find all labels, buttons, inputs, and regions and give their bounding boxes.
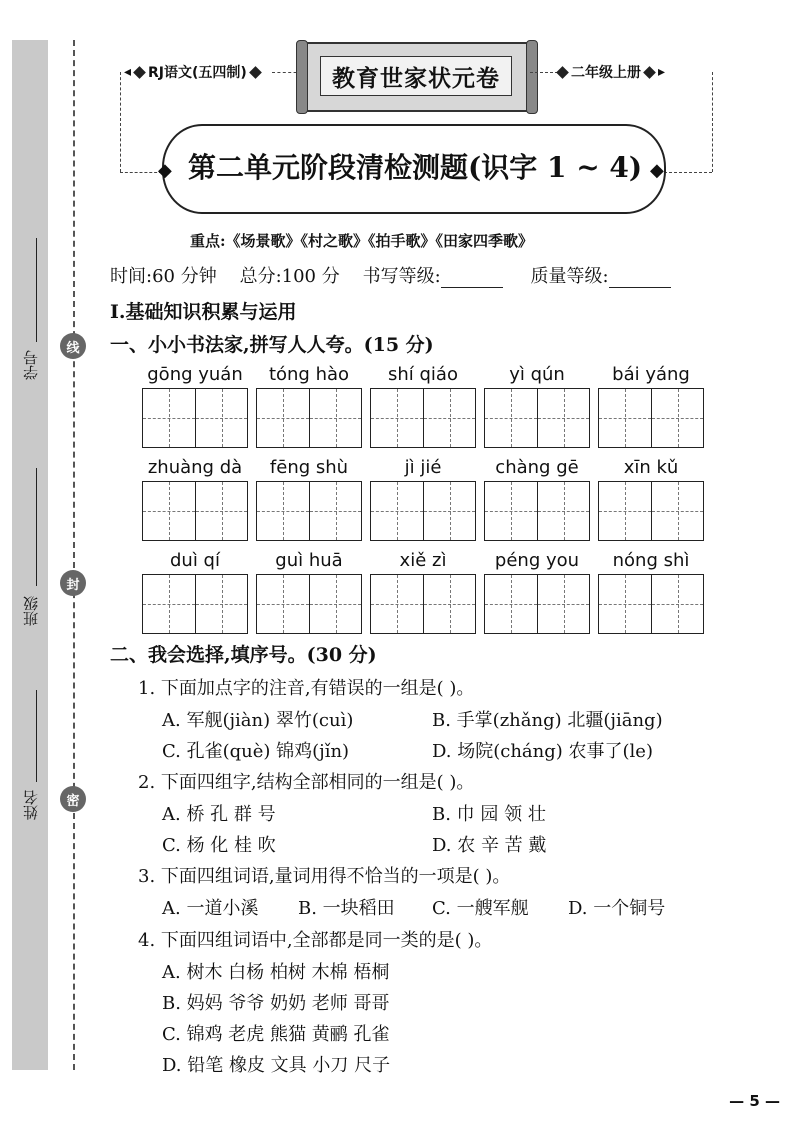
q4-option-a[interactable]: A. 树木 白杨 柏树 木棉 梧桐 — [162, 962, 390, 983]
tianzige-grid — [370, 388, 476, 448]
section-2-heading: 二、我会选择,填序号。(30 分) — [110, 644, 377, 666]
seal-mark-mi: 密 — [60, 786, 86, 812]
grade-tag — [558, 62, 665, 82]
name-label: 姓名 — [22, 790, 40, 820]
writing-box[interactable] — [143, 575, 195, 633]
word-cell — [256, 548, 362, 634]
tianzige-grid — [370, 481, 476, 541]
word-cell — [484, 362, 590, 448]
writing-box[interactable] — [423, 389, 475, 447]
diamond-icon — [643, 66, 656, 79]
writing-box[interactable] — [651, 482, 703, 540]
pinyin-text: fēng shù — [269, 457, 349, 478]
q1-option-b[interactable]: B. 手掌(zhǎng) 北疆(jiāng) — [432, 710, 663, 731]
writing-box[interactable] — [257, 482, 309, 540]
diamond-left-icon: ◆ — [158, 160, 172, 181]
arrow-left-icon: ◂ — [124, 64, 132, 80]
writing-box[interactable] — [257, 389, 309, 447]
binding-margin — [12, 40, 48, 1070]
student-id-label: 学号 — [22, 350, 40, 380]
writing-box[interactable] — [309, 575, 361, 633]
writing-box[interactable] — [371, 575, 423, 633]
writing-box[interactable] — [651, 575, 703, 633]
q2-option-d[interactable]: D. 农 辛 苦 戴 — [432, 835, 547, 856]
pinyin-text: shí qiáo — [388, 364, 458, 385]
writing-box[interactable] — [195, 389, 247, 447]
writing-box[interactable] — [371, 482, 423, 540]
pinyin-text: zhuàng dà — [147, 457, 243, 478]
writing-box[interactable] — [599, 482, 651, 540]
section-1-heading: 一、小小书法家,拼写人人夸。(15 分) — [110, 334, 434, 356]
tianzige-grid — [598, 481, 704, 541]
q3-option-d[interactable]: D. 一个铜号 — [568, 898, 666, 919]
pinyin-text: xiě zì — [399, 550, 447, 571]
pinyin-text: nóng shì — [612, 550, 690, 571]
q1-option-a[interactable]: A. 军舰(jiàn) 翠竹(cuì) — [162, 710, 354, 731]
tianzige-grid — [142, 574, 248, 634]
word-cell — [142, 362, 248, 448]
writing-box[interactable] — [537, 575, 589, 633]
pinyin-text: tóng hào — [268, 364, 350, 385]
writing-box[interactable] — [143, 482, 195, 540]
q1-option-c[interactable]: C. 孔雀(què) 锦鸡(jǐn) — [162, 741, 350, 762]
pinyin-text: jì jié — [404, 457, 442, 478]
connector-line — [530, 72, 558, 73]
tianzige-grid — [598, 574, 704, 634]
writing-box[interactable] — [651, 389, 703, 447]
writing-box[interactable] — [537, 389, 589, 447]
class-label: 班级 — [22, 596, 40, 626]
word-cell — [484, 548, 590, 634]
tianzige-grid — [484, 574, 590, 634]
pinyin-text: péng you — [494, 550, 580, 571]
tianzige-grid — [598, 388, 704, 448]
question-2: 2. 下面四组字,结构全部相同的一组是( )。 — [138, 772, 475, 793]
diamond-icon — [556, 66, 569, 79]
word-cell — [256, 362, 362, 448]
diamond-right-icon: ◆ — [650, 160, 664, 181]
q3-option-c[interactable]: C. 一艘军舰 — [432, 898, 529, 919]
subject-tag-text: RJ语文(五四制) — [148, 65, 247, 81]
tianzige-grid — [484, 388, 590, 448]
pinyin-text: duì qí — [170, 550, 220, 571]
page-number: — 5 — — [729, 1092, 780, 1110]
word-cell — [370, 362, 476, 448]
writing-box[interactable] — [195, 482, 247, 540]
pinyin-text: xīn kǔ — [623, 457, 679, 478]
pinyin-text: gōng yuán — [147, 364, 243, 385]
page-title: 第二单元阶段清检测题(识字 1 ~ 4) — [188, 151, 643, 184]
grade-tag-text: 二年级上册 — [571, 65, 641, 81]
quality-grade-blank[interactable] — [609, 269, 671, 288]
scroll-roll-right — [526, 40, 538, 114]
word-cell — [598, 455, 704, 541]
tianzige-grid — [256, 574, 362, 634]
writing-box[interactable] — [423, 482, 475, 540]
part-heading: Ⅰ.基础知识积累与运用 — [110, 301, 297, 323]
brand-scroll — [302, 42, 532, 112]
tianzige-grid — [484, 481, 590, 541]
writing-box[interactable] — [599, 389, 651, 447]
class-line — [36, 468, 37, 586]
pinyin-text: bái yáng — [612, 364, 690, 385]
tianzige-grid — [142, 481, 248, 541]
q1-option-d[interactable]: D. 场院(cháng) 农事了(le) — [432, 741, 653, 762]
diamond-icon — [249, 66, 262, 79]
brand-title: 教育世家状元卷 — [320, 56, 512, 96]
word-cell — [256, 455, 362, 541]
focus-line: 重点:《场景歌》《村之歌》《拍手歌》《田家四季歌》 — [190, 232, 534, 250]
writing-box[interactable] — [143, 389, 195, 447]
word-cell — [598, 548, 704, 634]
q3-option-b[interactable]: B. 一块稻田 — [298, 898, 395, 919]
writing-box[interactable] — [599, 575, 651, 633]
scroll-roll-left — [296, 40, 308, 114]
student-id-line — [36, 238, 37, 342]
seal-mark-xian: 线 — [60, 333, 86, 359]
name-line — [36, 690, 37, 782]
pinyin-text: guì huā — [275, 550, 343, 571]
tianzige-grid — [142, 388, 248, 448]
q4-option-c[interactable]: C. 锦鸡 老虎 熊猫 黄鹂 孔雀 — [162, 1024, 390, 1045]
tianzige-grid — [256, 481, 362, 541]
pinyin-text: chàng gē — [495, 457, 579, 478]
q4-option-d[interactable]: D. 铅笔 橡皮 文具 小刀 尺子 — [162, 1055, 391, 1076]
word-cell — [484, 455, 590, 541]
tianzige-grid — [256, 388, 362, 448]
word-cell — [142, 548, 248, 634]
bracket-left-foot — [120, 172, 162, 173]
word-cell — [142, 455, 248, 541]
writing-box[interactable] — [257, 575, 309, 633]
writing-box[interactable] — [309, 389, 361, 447]
writing-box[interactable] — [423, 575, 475, 633]
arrow-right-icon: ▸ — [658, 64, 666, 80]
word-cell — [370, 455, 476, 541]
cut-line — [73, 40, 75, 1070]
writing-box[interactable] — [371, 389, 423, 447]
time-text: 时间:60 分钟 — [110, 266, 217, 287]
writing-box[interactable] — [485, 482, 537, 540]
exam-info — [110, 262, 693, 288]
bracket-right — [712, 72, 713, 172]
subject-tag — [124, 62, 260, 82]
pinyin-text: yì qún — [509, 364, 565, 385]
question-1: 1. 下面加点字的注音,有错误的一组是( )。 — [138, 678, 475, 699]
seal-mark-feng: 封 — [60, 570, 86, 596]
q3-option-a[interactable]: A. 一道小溪 — [162, 898, 259, 919]
bracket-left — [120, 72, 121, 172]
question-3: 3. 下面四组词语,量词用得不恰当的一项是( )。 — [138, 866, 511, 887]
writing-grade-label: 书写等级: — [362, 266, 441, 287]
bracket-right-foot — [664, 172, 712, 173]
word-cell — [598, 362, 704, 448]
q4-option-b[interactable]: B. 妈妈 爷爷 奶奶 老师 哥哥 — [162, 993, 390, 1014]
writing-box[interactable] — [485, 389, 537, 447]
q2-option-c[interactable]: C. 杨 化 桂 吹 — [162, 835, 276, 856]
tianzige-grid — [370, 574, 476, 634]
quality-grade-label: 质量等级: — [530, 266, 609, 287]
diamond-icon — [133, 66, 146, 79]
q2-option-b[interactable]: B. 巾 园 领 壮 — [432, 804, 546, 825]
writing-grade-blank[interactable] — [441, 269, 503, 288]
writing-box[interactable] — [195, 575, 247, 633]
score-text: 总分:100 分 — [239, 266, 340, 287]
question-4: 4. 下面四组词语中,全部都是同一类的是( )。 — [138, 930, 493, 951]
writing-box[interactable] — [485, 575, 537, 633]
writing-box[interactable] — [537, 482, 589, 540]
writing-box[interactable] — [309, 482, 361, 540]
q2-option-a[interactable]: A. 桥 孔 群 号 — [162, 804, 276, 825]
word-cell — [370, 548, 476, 634]
